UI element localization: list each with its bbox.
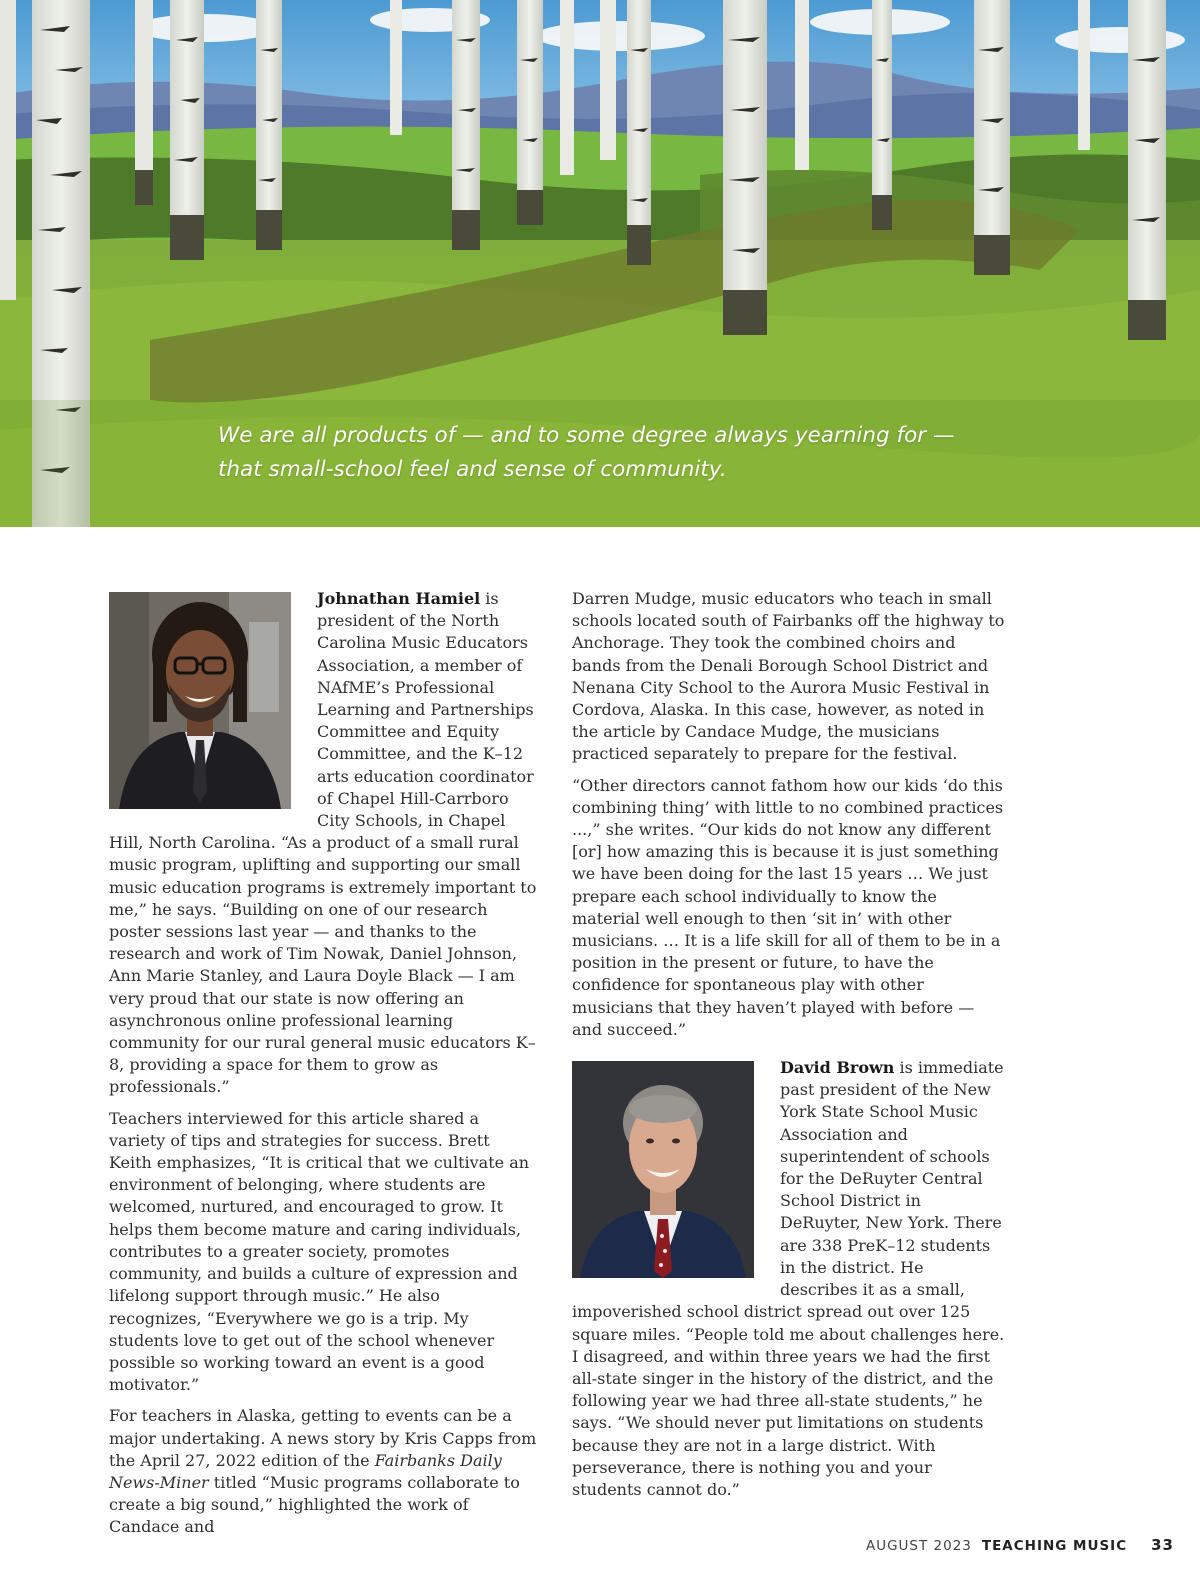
david-brown-photo <box>572 1061 754 1278</box>
page-number: 33 <box>1151 1536 1174 1554</box>
page-footer <box>866 1536 1174 1554</box>
paragraph-alaska <box>109 1405 537 1538</box>
paragraph-alaska-text-a: For teachers in Alaska, getting to events can be a major undertaking. A news story by Kris Capps from the April 27, 2022 edition of the <box>109 1406 537 1470</box>
left-column <box>109 588 537 1548</box>
bio-1-text: is president of the North Carolina Music Educators Association, a member of NAfME’s Professional Learning and Partnerships Committee and Equity Committee, and the K–12 arts education coordinator of Chapel Hill-Carrboro City Schools, in Chapel Hill, North Carolina. “As a product of a small rural music program, uplifting and supporting our small music education programs is extremely important to me,” he says. “Building on one of our research poster sessions last year — and thanks to the research and work of Tim Nowak, Daniel Johnson, Ann Marie Stanley, and Laura Doyle Black — I am very proud that our state is now offering an asynchronous online professional learning community for our rural general music educators K–8, providing a space for them to grow as professionals.” <box>109 589 537 1097</box>
bio-1-name: Johnathan Hamiel <box>317 589 481 608</box>
johnathan-hamiel-photo <box>109 592 291 809</box>
paragraph-alaska-text-b: titled “Music programs collaborate to create a big sound,” highlighted the work of Candace and <box>109 1472 520 1537</box>
issue-date: AUGUST 2023 <box>865 1538 972 1554</box>
magazine-name: TEACHING MUSIC <box>981 1538 1128 1554</box>
bio-david-brown <box>572 1057 1005 1501</box>
paragraph-quote: “Other directors cannot fathom how our kids ‘do this combining thing’ with little to no combined practices ...,” she writes. “Our kids do not know any different [or] how amazing this is because it is just something we have been doing for the last 15 years … We just prepare each school individually to know the material well enough to then ‘sit in’ with other musicians. … It is a life skill for all of them to be in a position in the present or future, to have the confidence for spontaneous play with other musicians that they haven’t played with before — and succeed.” <box>572 775 1004 1039</box>
bio-johnathan-hamiel <box>109 588 537 1099</box>
bio-2-text: is immediate past president of the New York State School Music Association and superintendent of schools for the DeRuyter Central School District in DeRuyter, New York. There are 338 PreK–12 students in the district. He describes it as a small, impoverished school district spread out over 125 square miles. “People told me about challenges here. I disagreed, and within three years we had the first all-state singer in the history of the district, and the following year we had three all-state students,” he says. “We should never put limitations on students because they are not in a large district. With perseverance, there is nothing you and your students cannot do.” <box>572 1058 1005 1499</box>
paragraph-mudge: Darren Mudge, music educators who teach in small schools located south of Fairbanks off the highway to Anchorage. They took the combined choirs and bands from the Denali Borough School District and Nenana City School to the Aurora Music Festival in Cordova, Alaska. In this case, however, as noted in the article by Candace Mudge, the musicians practiced separately to prepare for the festival. <box>572 589 1005 764</box>
pull-quote <box>218 419 1038 487</box>
pull-quote-line-1: We are all products of — and to some degree always yearning for — <box>218 423 955 448</box>
hero-illustration <box>0 0 1200 527</box>
paragraph-tips: Teachers interviewed for this article shared a variety of tips and strategies for success. Brett Keith emphasizes, “It is critical that we cultivate an environment of belonging, where students are welcomed, nurtured, and encouraged to grow. It helps them become mature and caring individuals, contributes to a greater society, promotes community, and builds a culture of expression and lifelong support through music.” He also recognizes, “Everywhere we go is a trip. My students love to get out of the school whenever possible so working toward an event is a good motivator.” <box>109 1108 530 1395</box>
pull-quote-line-2: that small-school feel and sense of community. <box>218 457 727 482</box>
publication-name: Fairbanks Daily News-Miner <box>109 1450 502 1492</box>
bio-2-name: David Brown <box>780 1058 895 1078</box>
right-column <box>572 588 1005 1510</box>
